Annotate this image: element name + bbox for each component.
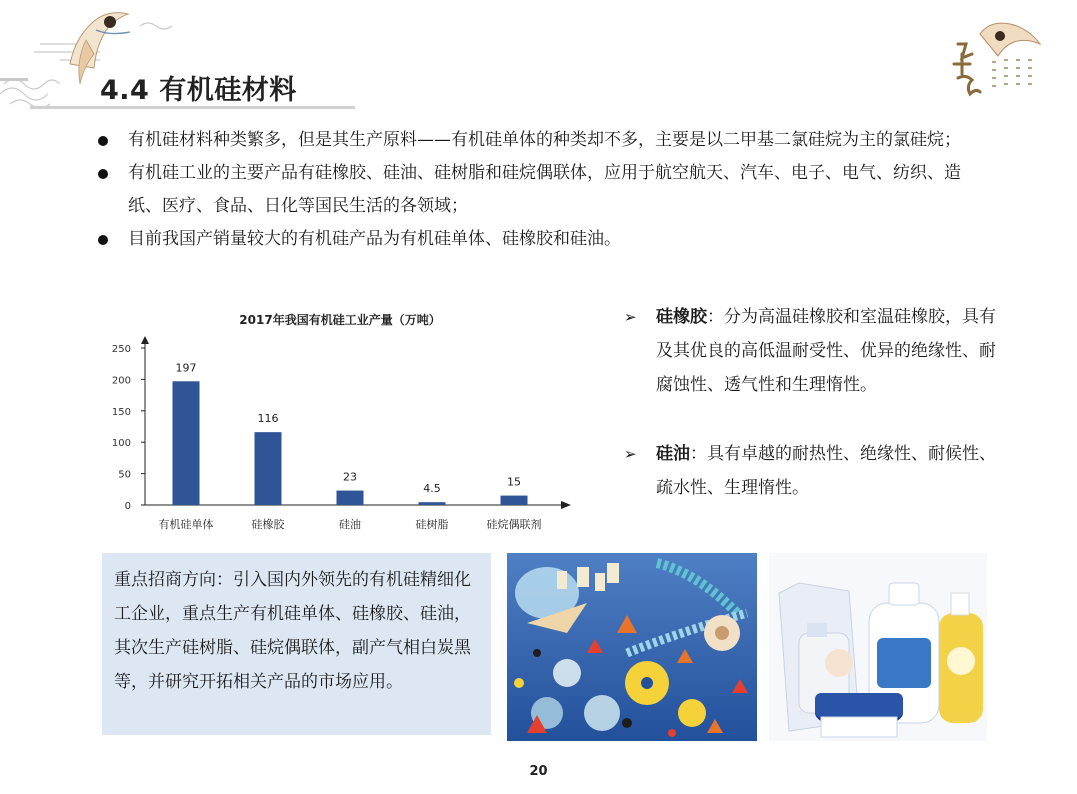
chart-bar (419, 502, 446, 505)
product-descriptions (622, 300, 1002, 505)
bullet-item (92, 124, 992, 157)
y-tick-label: 200 (111, 375, 131, 387)
calligraphy-seal-logo-icon (940, 14, 1050, 109)
x-axis-arrow-icon (561, 501, 571, 509)
baby-care-bottles-photo (769, 553, 987, 741)
silicone-parts-photo (507, 553, 757, 741)
desc-text: ：具有卓越的耐热性、绝缘性、耐候性、疏水性、生理惰性。 (656, 444, 996, 498)
y-tick-label: 0 (124, 501, 131, 512)
chart-bar (255, 432, 282, 505)
chart-bar (501, 496, 528, 505)
bullet-dot-icon (98, 136, 108, 146)
x-tick-label: 有机硅单体 (158, 518, 214, 531)
investment-focus-box (102, 553, 491, 735)
x-tick-label: 硅油 (339, 518, 361, 531)
desc-text: ：分为高温硅橡胶和室温硅橡胶，具有及其优良的高低温耐受性、优异的绝缘性、耐腐蚀性、透气性和生理惰性。 (656, 307, 996, 395)
bullet-text: 有机硅材料种类繁多，但是其生产原料——有机硅单体的种类却不多，主要是以二甲基二氯硅烷为主的氯硅烷； (128, 130, 961, 150)
bullet-dot-icon (98, 169, 108, 179)
desc-silicone-oil (622, 437, 1002, 505)
desc-term: 硅油 (656, 444, 690, 464)
y-tick-label: 50 (118, 469, 131, 481)
production-bar-chart (100, 306, 590, 538)
bar-value-label: 116 (257, 412, 279, 426)
bullet-list (92, 124, 992, 256)
arrow-bullet-icon: ➢ (624, 445, 637, 463)
bar-value-label: 15 (507, 475, 521, 489)
y-tick-label: 100 (111, 438, 131, 450)
arrow-bullet-icon: ➢ (624, 308, 637, 326)
bullet-text: 有机硅工业的主要产品有硅橡胶、硅油、硅树脂和硅烷偶联体，应用于航空航天、汽车、电子、电气、纺织、造纸、医疗、食品、日化等国民生活的各领域； (128, 163, 961, 216)
bullet-text: 目前我国产销量较大的有机硅产品为有机硅单体、硅橡胶和硅油。 (128, 229, 621, 249)
chart-bar (337, 491, 364, 505)
page-number: 20 (529, 764, 548, 779)
bullet-item (92, 223, 992, 256)
chart-bar (173, 381, 200, 505)
x-tick-label: 硅橡胶 (251, 518, 285, 531)
bar-value-label: 23 (343, 470, 357, 484)
investment-focus-text: 重点招商方向：引入国内外领先的有机硅精细化工企业，重点生产有机硅单体、硅橡胶、硅油，其次生产硅树脂、硅烷偶联体，副产气相白炭黑等，并研究开拓相关产品的市场应用。 (114, 570, 471, 692)
bullet-dot-icon (98, 235, 108, 245)
bar-value-label: 4.5 (423, 482, 441, 496)
desc-silicone-rubber (622, 300, 1002, 402)
x-tick-label: 硅烷偶联剂 (486, 518, 542, 531)
y-tick-label: 250 (111, 344, 131, 355)
y-axis-arrow-icon (141, 336, 149, 344)
y-tick-label: 150 (111, 406, 131, 418)
x-tick-label: 硅树脂 (415, 518, 449, 531)
slide-title: 4.4 有机硅材料 (100, 75, 297, 106)
bullet-item (92, 157, 992, 223)
desc-term: 硅橡胶 (656, 307, 707, 327)
bar-value-label: 197 (175, 361, 197, 375)
chart-title: 2017年我国有机硅工业产量（万吨） (239, 313, 441, 327)
